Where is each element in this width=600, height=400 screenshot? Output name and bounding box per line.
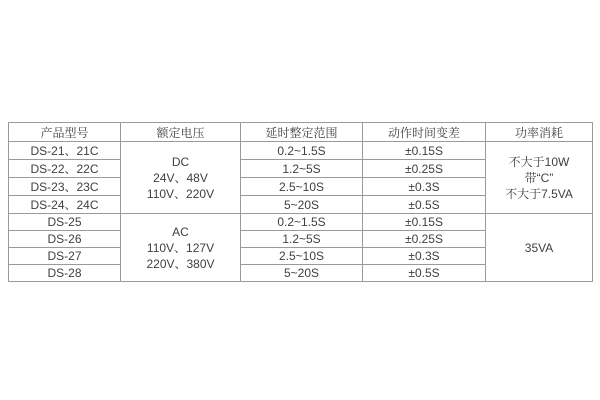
range-cell: 2.5~10S <box>241 178 363 196</box>
power-cell-dc-group <box>486 142 593 214</box>
range-cell: 0.2~1.5S <box>241 142 363 160</box>
power-cell-ac-group: 35VA <box>486 214 593 282</box>
header-product-model: 产品型号 <box>9 123 121 142</box>
variance-cell: ±0.25S <box>363 160 486 178</box>
variance-cell: ±0.5S <box>363 265 486 282</box>
header-action-time-variance: 动作时间变差 <box>363 123 486 142</box>
variance-cell: ±0.3S <box>363 248 486 265</box>
voltage-line: 110V、220V <box>146 186 215 201</box>
header-row <box>9 123 593 142</box>
voltage-line: 24V、48V <box>153 170 208 185</box>
power-line: 不大于7.5VA <box>505 186 573 201</box>
relay-spec-table <box>8 122 593 282</box>
range-cell: 1.2~5S <box>241 231 363 248</box>
range-cell: 5~20S <box>241 265 363 282</box>
range-cell: 0.2~1.5S <box>241 214 363 231</box>
header-power-consumption: 功率消耗 <box>486 123 593 142</box>
voltage-cell-ac <box>121 214 241 282</box>
power-line: 不大于10W <box>508 154 570 169</box>
model-cell: DS-21、21C <box>9 142 121 160</box>
model-cell: DS-22、22C <box>9 160 121 178</box>
range-cell: 1.2~5S <box>241 160 363 178</box>
range-cell: 2.5~10S <box>241 248 363 265</box>
range-cell: 5~20S <box>241 196 363 214</box>
variance-cell: ±0.3S <box>363 178 486 196</box>
variance-cell: ±0.15S <box>363 214 486 231</box>
variance-cell: ±0.25S <box>363 231 486 248</box>
variance-cell: ±0.5S <box>363 196 486 214</box>
header-delay-setting-range: 延时整定范围 <box>241 123 363 142</box>
voltage-line: 220V、380V <box>146 256 215 271</box>
voltage-line: 110V、127V <box>146 240 215 255</box>
header-rated-voltage: 额定电压 <box>121 123 241 142</box>
model-cell: DS-27 <box>9 248 121 265</box>
model-cell: DS-23、23C <box>9 178 121 196</box>
variance-cell: ±0.15S <box>363 142 486 160</box>
model-cell: DS-28 <box>9 265 121 282</box>
voltage-cell-dc <box>121 142 241 214</box>
voltage-line: AC <box>172 224 189 239</box>
power-line: 带“C” <box>524 170 554 185</box>
table-row <box>9 214 593 231</box>
table-row <box>9 142 593 160</box>
model-cell: DS-25 <box>9 214 121 231</box>
voltage-line: DC <box>171 154 190 169</box>
model-cell: DS-24、24C <box>9 196 121 214</box>
model-cell: DS-26 <box>9 231 121 248</box>
